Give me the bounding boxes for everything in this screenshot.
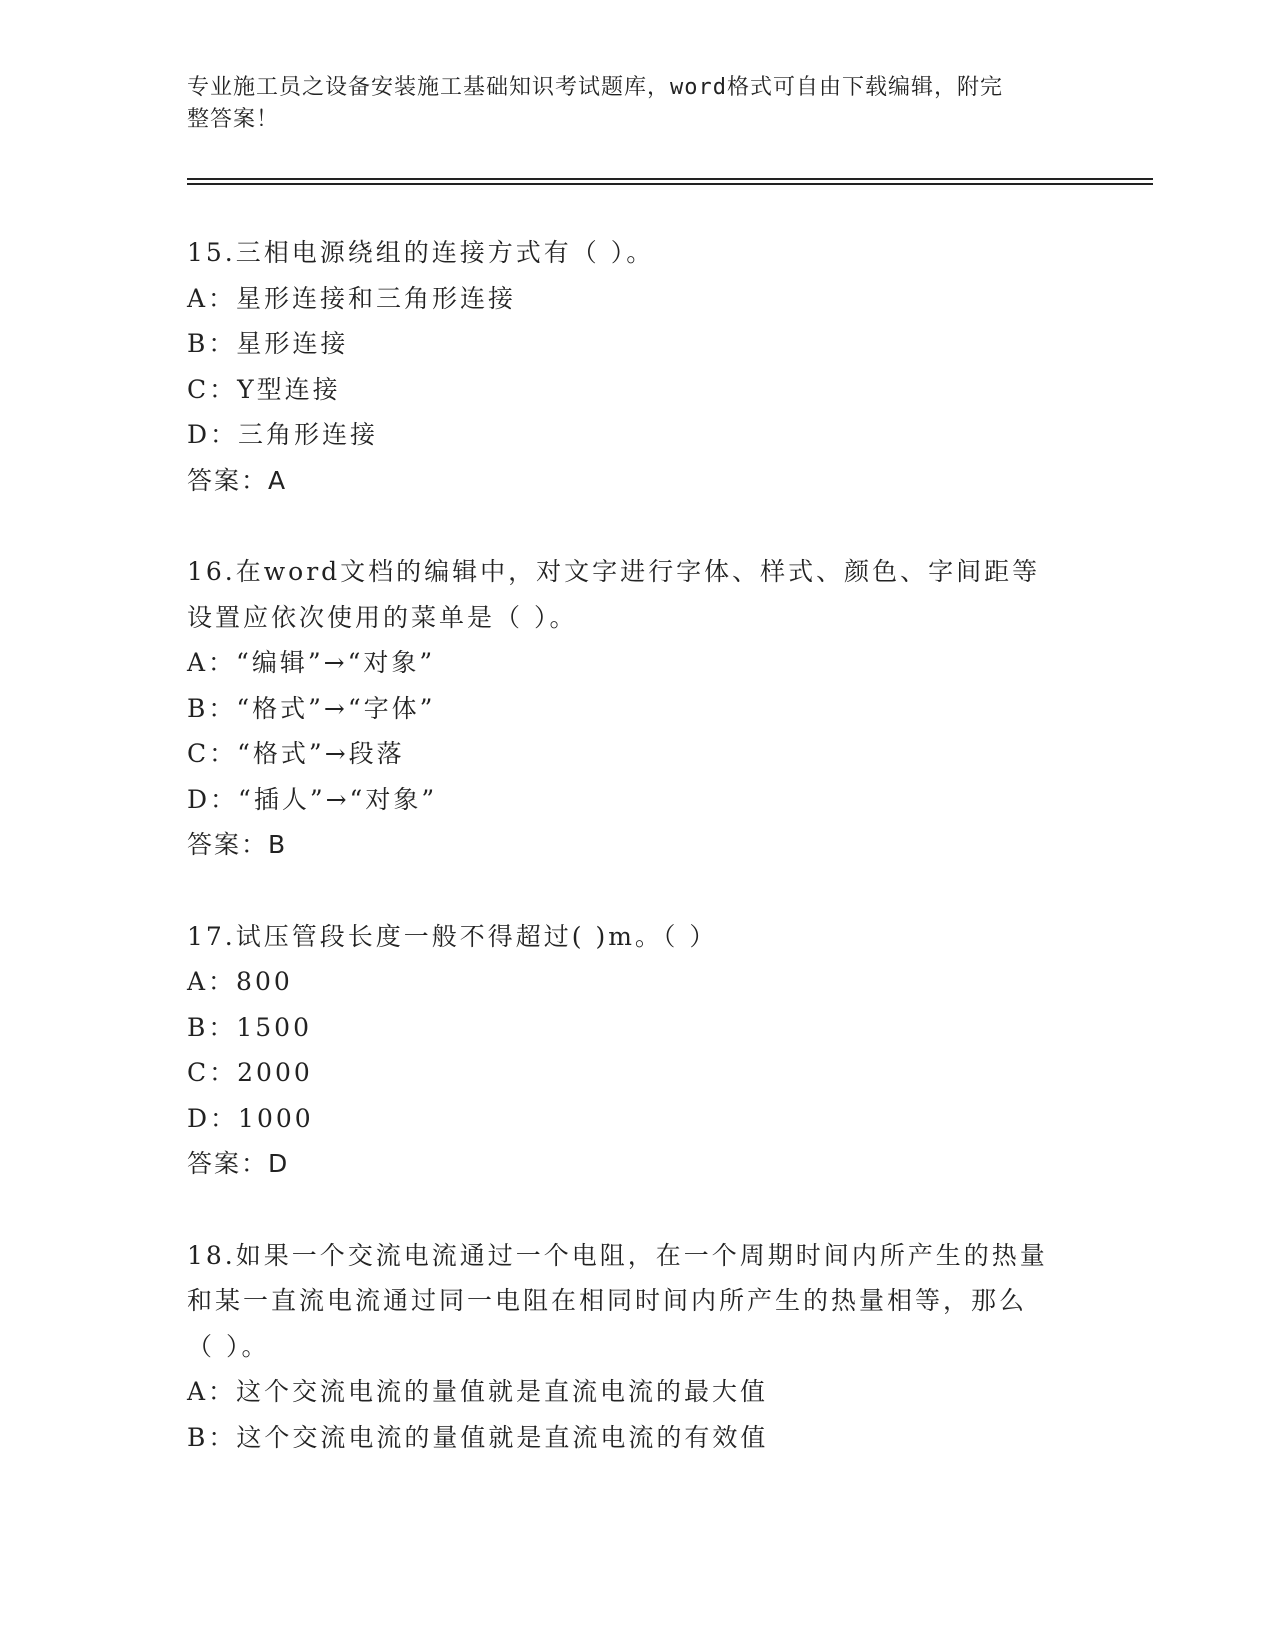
question-18 <box>187 1233 1087 1461</box>
question-18-stem-line-2: 和某一直流电流通过同一电阻在相同时间内所产生的热量相等，那么 <box>187 1286 1028 1315</box>
question-15-option-a: A：星形连接和三角形连接 <box>187 283 517 313</box>
question-18-option-a: A：这个交流电流的量值就是直流电流的最大值 <box>187 1377 769 1406</box>
question-16-stem-line-2: 设置应依次使用的菜单是（ ）。 <box>187 602 578 632</box>
question-15 <box>187 230 1087 503</box>
question-17-option-b: B：1500 <box>187 1012 312 1042</box>
question-15-answer: 答案：A <box>187 465 288 495</box>
question-16 <box>187 549 1087 868</box>
question-15-stem: 15.三相电源绕组的连接方式有（ ）。 <box>187 238 655 267</box>
question-17-answer: 答案：D <box>187 1149 290 1178</box>
question-18-option-b: B：这个交流电流的量值就是直流电流的有效值 <box>187 1422 769 1452</box>
question-17-option-d: D：1000 <box>187 1103 314 1133</box>
question-17-option-c: C：2000 <box>187 1058 313 1087</box>
question-15-option-c: C：Y型连接 <box>187 374 341 404</box>
question-15-option-b: B：星形连接 <box>187 329 349 358</box>
question-16-option-c: C：“格式”→段落 <box>187 739 405 768</box>
question-list <box>187 230 1087 1460</box>
question-16-stem-line-1: 16.在word文档的编辑中，对文字进行字体、样式、颜色、字间距等 <box>187 557 1041 586</box>
question-18-stem-line-1: 18.如果一个交流电流通过一个电阻，在一个周期时间内所产生的热量 <box>187 1240 1048 1270</box>
question-17 <box>187 914 1087 1187</box>
question-16-answer: 答案：B <box>187 830 288 859</box>
document-header: 专业施工员之设备安装施工基础知识考试题库，word格式可自由下载编辑，附完 整答案！ <box>187 75 1003 132</box>
question-16-option-d: D：“插人”→“对象” <box>187 784 438 814</box>
question-18-stem-line-3: （ ）。 <box>187 1331 270 1361</box>
question-17-option-a: A：800 <box>187 967 293 996</box>
question-16-option-a: A：“编辑”→“对象” <box>187 648 436 677</box>
question-15-option-d: D：三角形连接 <box>187 420 379 449</box>
question-17-stem: 17.试压管段长度一般不得超过( )m。（ ） <box>187 921 718 951</box>
header-rule-bottom <box>187 183 1153 185</box>
question-16-option-b: B：“格式”→“字体” <box>187 693 436 723</box>
header-rule-top <box>187 178 1153 180</box>
